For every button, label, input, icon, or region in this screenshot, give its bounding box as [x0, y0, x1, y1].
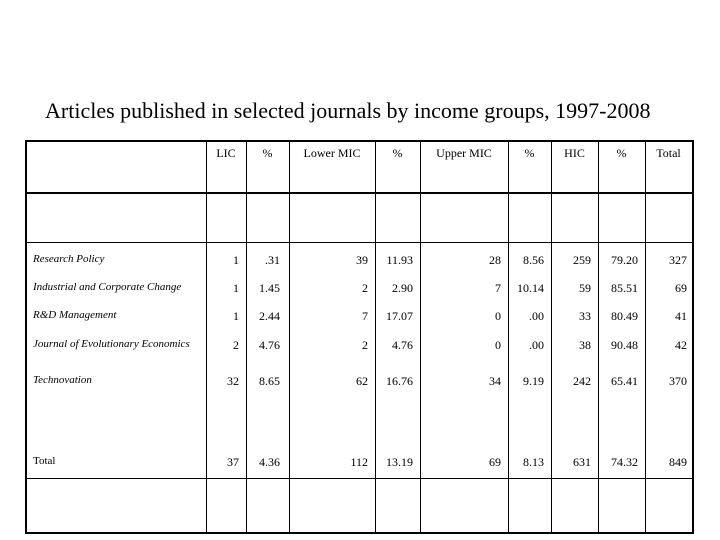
table-cell: 38	[579, 338, 591, 352]
table-cell: .31	[265, 253, 280, 267]
table-cell: 7	[495, 281, 501, 295]
table-cell: 37	[227, 455, 239, 469]
table-cell: 62	[356, 374, 368, 388]
row-label: Journal of Evolutionary Economics	[33, 338, 190, 350]
column-header: Upper MIC	[436, 146, 492, 160]
table-cell: 42	[675, 338, 687, 352]
table-row	[25, 309, 694, 339]
table-row	[25, 281, 694, 311]
table-cell: 85.51	[611, 281, 638, 295]
table-cell: 2	[233, 338, 239, 352]
table-cell: 13.19	[386, 455, 413, 469]
table-cell: 631	[573, 455, 591, 469]
table-cell: 17.07	[386, 309, 413, 323]
table-cell: 327	[669, 253, 687, 267]
table-row	[25, 338, 694, 368]
table-cell: 4.36	[259, 455, 280, 469]
row-label: Technovation	[33, 374, 92, 386]
column-header: HIC	[564, 146, 585, 160]
table-cell: 79.20	[611, 253, 638, 267]
table-cell: .00	[529, 309, 544, 323]
table-cell: 80.49	[611, 309, 638, 323]
table-cell: 65.41	[611, 374, 638, 388]
table-cell: 1.45	[259, 281, 280, 295]
table-cell: 1	[233, 281, 239, 295]
table-cell: 259	[573, 253, 591, 267]
table-cell: 1	[233, 253, 239, 267]
table-cell: 28	[489, 253, 501, 267]
table-cell: 112	[350, 455, 368, 469]
table-cell: 370	[669, 374, 687, 388]
grid-line	[25, 192, 694, 194]
table-cell: 41	[675, 309, 687, 323]
table-cell: 90.48	[611, 338, 638, 352]
table-cell: 0	[495, 338, 501, 352]
page-title: Articles published in selected journals by income groups, 1997-2008	[45, 98, 651, 123]
table-cell: 849	[669, 455, 687, 469]
table-cell: 69	[675, 281, 687, 295]
table-cell: 4.76	[259, 338, 280, 352]
table-cell: 10.14	[517, 281, 544, 295]
table-total-row	[25, 455, 694, 485]
table-cell: 8.13	[523, 455, 544, 469]
column-header: Total	[656, 146, 681, 160]
table-row	[25, 253, 694, 283]
table-cell: 8.65	[259, 374, 280, 388]
table-cell: 69	[489, 455, 501, 469]
table-cell: 0	[495, 309, 501, 323]
column-header: Lower MIC	[303, 146, 361, 160]
table-cell: 74.32	[611, 455, 638, 469]
table-cell: 242	[573, 374, 591, 388]
table-cell: 1	[233, 309, 239, 323]
column-header: LIC	[216, 146, 236, 160]
table-cell: 2	[362, 281, 368, 295]
column-header: %	[616, 146, 627, 160]
table-cell: 7	[362, 309, 368, 323]
table-row	[25, 374, 694, 404]
table-cell: 34	[489, 374, 501, 388]
column-header: %	[392, 146, 403, 160]
table-cell: 4.76	[392, 338, 413, 352]
grid-line	[25, 242, 694, 243]
table-cell: 32	[227, 374, 239, 388]
table-cell: 33	[579, 309, 591, 323]
table-cell: 2.90	[392, 281, 413, 295]
column-header: %	[524, 146, 535, 160]
row-label: R&D Management	[33, 309, 117, 321]
table-cell: 8.56	[523, 253, 544, 267]
table-cell: 16.76	[386, 374, 413, 388]
column-header: %	[262, 146, 273, 160]
table-cell: 9.19	[523, 374, 544, 388]
row-label: Industrial and Corporate Change	[33, 281, 182, 293]
row-label: Research Policy	[33, 253, 105, 265]
data-table	[25, 140, 694, 534]
table-cell: 11.93	[386, 253, 413, 267]
table-cell: .00	[529, 338, 544, 352]
table-cell: 59	[579, 281, 591, 295]
table-cell: 2.44	[259, 309, 280, 323]
table-cell: 2	[362, 338, 368, 352]
table-cell: 39	[356, 253, 368, 267]
row-label: Total	[33, 455, 56, 467]
